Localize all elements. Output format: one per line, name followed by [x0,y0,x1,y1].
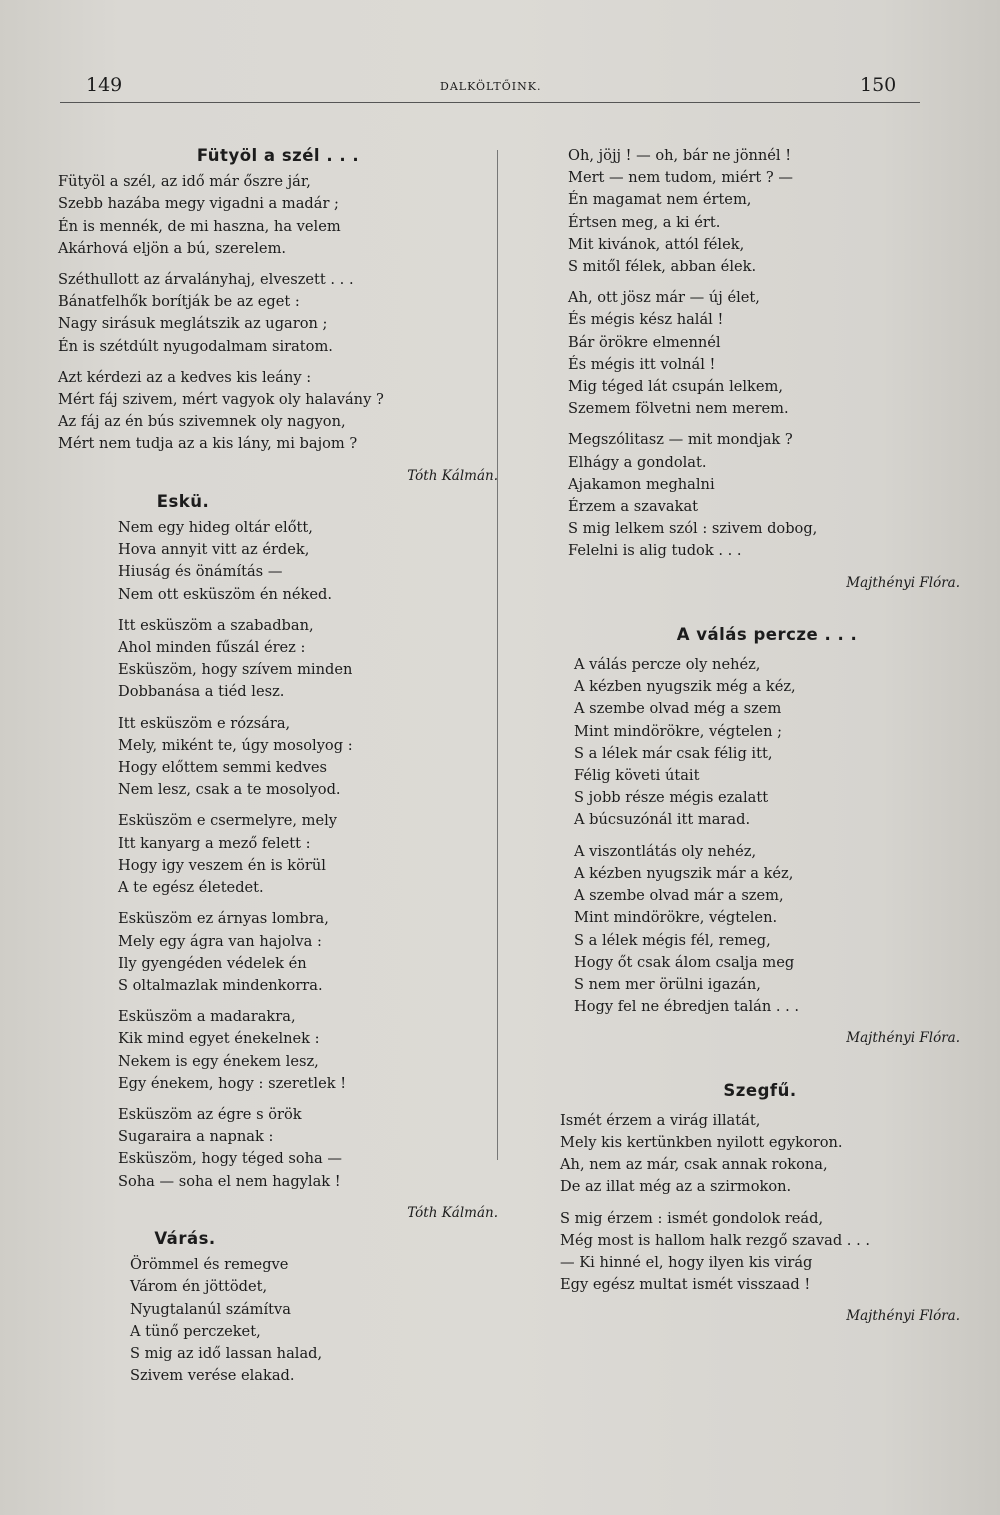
verse-line: Hova annyit vitt az érdek, [118,541,310,559]
verse-line: A válás percze oly nehéz, [574,656,761,674]
verse-line: Nekem is egy énekem lesz, [118,1052,319,1070]
stanza [58,367,498,456]
poem-varas-continued [560,145,960,594]
verse-line: Egy énekem, hogy : szeretlek ! [118,1074,347,1092]
header-rule [60,102,920,103]
running-title: DALKÖLTŐINK. [440,80,542,93]
verse-line: Soha — soha el nem hagylak ! [118,1172,341,1190]
stanza [118,713,498,802]
stanza [118,810,498,899]
verse-line: Akárhová eljön a bú, szerelem. [58,239,287,257]
poem-body [568,145,960,563]
verse-line: S oltalmazlak mindenkorra. [118,976,323,994]
stanza [568,429,960,562]
verse-line: A viszontlátás oly nehéz, [574,842,757,860]
verse-line: Ahol minden fűszál érez : [118,639,306,657]
stanza [118,1104,498,1193]
verse-line: Mint mindörökre, végtelen. [574,909,778,927]
verse-line: Hogy igy veszem én is körül [118,856,326,874]
poem-author: Tóth Kálmán. [407,1204,498,1221]
verse-line: A tünő perczeket, [130,1322,261,1340]
verse-line: Esküszöm, hogy szívem minden [118,661,353,679]
poem-varas [58,1228,498,1387]
verse-line: Mely kis kertünkben nyilott egykoron. [560,1133,843,1151]
poem-title: Szegfű. [723,1080,797,1100]
verse-line: És mégis itt volnál ! [568,355,716,373]
verse-line: Értsen meg, a ki ért. [568,213,721,231]
verse-line: Hogy őt csak álom csalja meg [574,953,795,971]
verse-line: Sugaraira a napnak : [118,1128,274,1146]
verse-line: Hiuság és önámítás — [118,563,283,581]
stanza [58,269,498,358]
verse-line: Várom én jöttödet, [130,1278,268,1296]
verse-line: Mely egy ágra van hajolva : [118,932,322,950]
stanza [568,145,960,278]
poem-author: Majthényi Flóra. [846,1030,960,1047]
verse-line: Nem egy hideg oltár előtt, [118,519,313,537]
verse-line: Nem lesz, csak a te mosolyod. [118,781,341,799]
verse-line: Mért fáj szivem, mért vagyok oly halavány ? [58,391,384,409]
verse-line: S jobb része mégis ezalatt [574,789,769,807]
poem-author: Majthényi Flóra. [846,574,960,591]
stanza [560,1110,960,1199]
right-page-number: 150 [860,74,897,96]
stanza [58,171,498,260]
verse-line: Esküszöm az égre s örök [118,1105,302,1123]
verse-line: Ah, ott jösz már — új élet, [568,289,760,307]
poem-body [58,171,498,455]
verse-line: Én magamat nem értem, [568,191,752,209]
verse-line: Széthullott az árvalányhaj, elveszett . . . [58,271,354,289]
stanza [568,287,960,420]
verse-line: Fütyöl a szél, az idő már őszre jár, [58,173,311,191]
left-page-number: 149 [86,74,123,96]
verse-line: Örömmel és remegve [130,1256,289,1274]
poem-title: Fütyöl a szél . . . [196,146,360,165]
verse-line: A búcsuzónál itt marad. [574,811,751,829]
verse-line: Én is szétdúlt nyugodalmam siratom. [58,337,333,355]
poem-author: Majthényi Flóra. [846,1308,960,1325]
verse-line: A te egész életedet. [118,879,264,897]
verse-line: Kik mind egyet énekelnek : [118,1030,320,1048]
verse-line: Szebb hazába megy vigadni a madár ; [58,195,339,213]
verse-line: Hogy fel ne ébredjen talán . . . [574,998,800,1016]
verse-line: Szemem fölvetni nem merem. [568,400,789,418]
verse-line: Nyugtalanúl számítva [130,1300,291,1318]
verse-line: S nem mer örülni igazán, [574,975,761,993]
verse-line: Mert — nem tudom, miért ? — [568,169,793,187]
verse-line: Ajakamon meghalni [568,475,715,493]
poem-body [130,1254,498,1387]
verse-line: Felelni is alig tudok . . . [568,542,742,560]
verse-line: Még most is hallom halk rezgő szavad . . . [560,1231,870,1249]
verse-line: A szembe olvad már a szem, [574,887,784,905]
verse-line: A szembe olvad még a szem [574,700,782,718]
stanza [574,841,960,1019]
verse-line: Elhágy a gondolat. [568,453,707,471]
poem-title: Várás. [154,1228,216,1248]
verse-line: Esküszöm e csermelyre, mely [118,812,338,830]
verse-line: S a lélek már csak félig itt, [574,744,773,762]
stanza [130,1254,498,1387]
verse-line: Szivem verése elakad. [130,1367,295,1385]
stanza [574,654,960,832]
poem-title: Eskü. [156,491,210,511]
verse-line: Itt esküszöm e rózsára, [118,714,291,732]
page-header [0,66,1000,106]
verse-line: És mégis kész halál ! [568,311,724,329]
verse-line: A kézben nyugszik már a kéz, [574,864,794,882]
verse-line: Megszólitasz — mit mondjak ? [568,431,793,449]
verse-line: S a lélek mégis fél, remeg, [574,931,771,949]
stanza [118,615,498,704]
poem-body [560,1110,960,1297]
poem-author: Tóth Kálmán. [407,467,498,484]
verse-line: S mig lelkem szól : szivem dobog, [568,520,818,538]
poem-futyol [58,145,498,487]
verse-line: Egy egész multat ismét visszaad ! [560,1276,811,1294]
verse-line: Mint mindörökre, végtelen ; [574,722,783,740]
poem-valas-percze [560,624,960,1050]
verse-line: S mig az idő lassan halad, [130,1344,323,1362]
verse-line: Ah, nem az már, csak annak rokona, [560,1156,828,1174]
verse-line: Nem ott esküszöm én néked. [118,585,333,603]
verse-line: Mit kivánok, attól félek, [568,235,745,253]
verse-line: Hogy előttem semmi kedves [118,759,327,777]
poem-body [118,517,498,1193]
verse-line: Esküszöm ez árnyas lombra, [118,910,329,928]
verse-line: Nagy sirásuk meglátszik az ugaron ; [58,315,328,333]
verse-line: Bánatfelhők borítják be az eget : [58,293,300,311]
verse-line: Dobbanása a tiéd lesz. [118,683,285,701]
verse-line: Itt kanyarg a mező felett : [118,834,311,852]
right-column [560,145,960,1332]
verse-line: Oh, jöjj ! — oh, bár ne jönnél ! [568,147,792,164]
verse-line: Bár örökre elmennél [568,333,721,351]
verse-line: S mig érzem : ismét gondolok reád, [560,1209,824,1227]
verse-line: S mitől félek, abban élek. [568,258,757,276]
poem-title: A válás percze . . . [676,624,858,644]
verse-line: Esküszöm, hogy téged soha — [118,1150,342,1168]
poem-szegfu [560,1080,960,1328]
verse-line: Ismét érzem a virág illatát, [560,1111,761,1129]
verse-line: Azt kérdezi az a kedves kis leány : [58,368,312,386]
verse-line: Érzem a szavakat [568,498,699,516]
verse-line: — Ki hinné el, hogy ilyen kis virág [560,1253,813,1271]
verse-line: Mig téged lát csupán lelkem, [568,378,783,396]
stanza [118,908,498,997]
verse-line: Én is mennék, de mi haszna, ha velem [58,217,341,235]
verse-line: De az illat még az a szirmokon. [560,1178,792,1196]
stanza [118,517,498,606]
stanza [118,1006,498,1095]
verse-line: Ily gyengéden védelek én [118,954,307,972]
poem-esku [58,491,498,1224]
verse-line: Esküszöm a madarakra, [118,1008,296,1026]
verse-line: Az fáj az én bús szivemnek oly nagyon, [58,413,346,431]
verse-line: Itt esküszöm a szabadban, [118,616,314,634]
poem-body [574,654,960,1018]
verse-line: Mért nem tudja az a kis lány, mi bajom ? [58,435,358,453]
left-column [58,145,498,1396]
verse-line: A kézben nyugszik még a kéz, [574,678,796,696]
verse-line: Mely, miként te, úgy mosolyog : [118,736,353,754]
verse-line: Félig követi útait [574,767,700,785]
stanza [560,1208,960,1297]
